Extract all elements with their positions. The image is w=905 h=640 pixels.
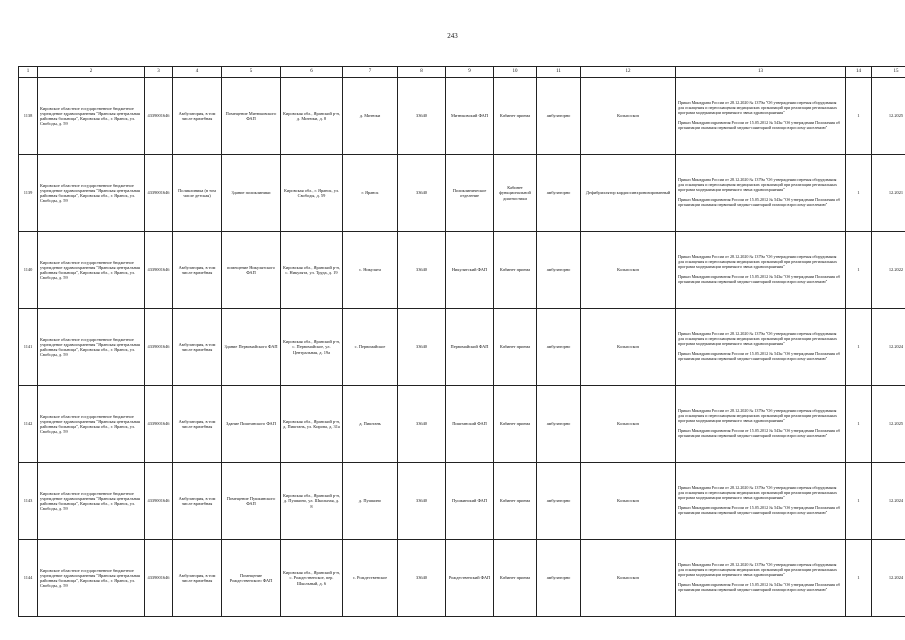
row-number-cell: 1140 — [19, 232, 38, 309]
organization-cell: Кировское областное государственное бюджетное учреждение здравоохранения "Яранская центральная районная больница", Кировская обл., г. Яранск, ул. Свободы, д. 59 — [38, 78, 145, 155]
unit-cell: Никулятский ФАП — [446, 232, 494, 309]
column-header: 15 — [872, 67, 905, 78]
okato-cell: 33640 — [398, 540, 446, 617]
equipment-cell: Дефибриллятор кардиосинхронизированный — [581, 155, 676, 232]
date-cell: 12.2022 — [872, 232, 905, 309]
table-row — [19, 232, 905, 309]
legal-basis-cell — [676, 309, 846, 386]
column-header: 5 — [222, 67, 281, 78]
facility-type-cell: Амбулатория, в том числе врачебная — [173, 386, 222, 463]
okato-cell: 33640 — [398, 463, 446, 540]
legal-basis-order-1: Приказ Минздрава России от 28.12.2020 № 1379н "Об утверждении перечня оборудования для оснащения и переоснащения медицинских организаций при реализации региональных программ модернизации первичного звена здравоохранения" — [678, 485, 838, 501]
unit-cell: Рождественский ФАП — [446, 540, 494, 617]
organization-cell: Кировское областное государственное бюджетное учреждение здравоохранения "Яранская центральная районная больница", Кировская обл., г. Яранск, ул. Свободы, д. 59 — [38, 232, 145, 309]
table-row — [19, 309, 905, 386]
legal-basis-order-1: Приказ Минздрава России от 28.12.2020 № 1379н "Об утверждении перечня оборудования для оснащения и переоснащения медицинских организаций при реализации региональных программ модернизации первичного звена здравоохранения" — [678, 254, 838, 270]
equipment-cell: Кольпоскоп — [581, 540, 676, 617]
legal-basis-order-2: Приказ Минздравсоцразвития России от 15.05.2012 № 543н "Об утверждении Положения об организации оказания первичной медико-санитарной помощи взрослому населению" — [678, 119, 841, 130]
legal-basis-order-2: Приказ Минздравсоцразвития России от 15.05.2012 № 543н "Об утверждении Положения об организации оказания первичной медико-санитарной помощи взрослому населению" — [678, 350, 841, 361]
table-row — [19, 155, 905, 232]
date-cell: 12.2024 — [872, 540, 905, 617]
facility-type-cell: Поликлиника (в том числе детская) — [173, 155, 222, 232]
quantity-cell: 1 — [846, 540, 872, 617]
inn-cell: 4339001646 — [145, 463, 173, 540]
quantity-cell: 1 — [846, 78, 872, 155]
room-cell: Кабинет приема — [494, 78, 537, 155]
table-row — [19, 386, 905, 463]
room-cell: Кабинет функциональной диагностики — [494, 155, 537, 232]
organization-cell: Кировское областное государственное бюджетное учреждение здравоохранения "Яранская центральная районная больница", Кировская обл., г. Яранск, ул. Свободы, д. 59 — [38, 155, 145, 232]
unit-cell: Первомайский ФАП — [446, 309, 494, 386]
date-cell: 12.2024 — [872, 309, 905, 386]
locality-cell: с. Рождественское — [343, 540, 398, 617]
quantity-cell: 1 — [846, 463, 872, 540]
legal-basis-cell — [676, 232, 846, 309]
locality-cell: с. Никулята — [343, 232, 398, 309]
equipment-table — [18, 66, 905, 617]
facility-type-cell: Амбулатория, в том числе врачебная — [173, 78, 222, 155]
column-header: 13 — [676, 67, 846, 78]
building-cell: Здание Первомайского ФАП — [222, 309, 281, 386]
inn-cell: 4339001646 — [145, 540, 173, 617]
unit-cell: Пушкинский ФАП — [446, 463, 494, 540]
row-number-cell: 1143 — [19, 463, 38, 540]
care-form-cell: амбулаторно — [537, 78, 581, 155]
row-number-cell: 1138 — [19, 78, 38, 155]
building-cell: помещение Никулятского ФАП — [222, 232, 281, 309]
facility-type-cell: Амбулатория, в том числе врачебная — [173, 540, 222, 617]
equipment-cell: Кольпоскоп — [581, 309, 676, 386]
legal-basis-order-1: Приказ Минздрава России от 28.12.2020 № 1379н "Об утверждении перечня оборудования для оснащения и переоснащения медицинских организаций при реализации региональных программ модернизации первичного звена здравоохранения" — [678, 331, 838, 347]
date-cell: 12.2021 — [872, 155, 905, 232]
okato-cell: 33640 — [398, 155, 446, 232]
organization-cell: Кировское областное государственное бюджетное учреждение здравоохранения "Яранская центральная районная больница", Кировская обл., г. Яранск, ул. Свободы, д. 59 — [38, 386, 145, 463]
equipment-cell: Кольпоскоп — [581, 78, 676, 155]
room-cell: Кабинет приема — [494, 309, 537, 386]
legal-basis-order-2: Приказ Минздравсоцразвития России от 15.05.2012 № 543н "Об утверждении Положения об организации оказания первичной медико-санитарной помощи взрослому населению" — [678, 504, 841, 515]
date-cell: 12.2024 — [872, 463, 905, 540]
locality-cell: г. Яранск — [343, 155, 398, 232]
care-form-cell: амбулаторно — [537, 386, 581, 463]
quantity-cell: 1 — [846, 232, 872, 309]
inn-cell: 4339001646 — [145, 309, 173, 386]
column-header: 7 — [343, 67, 398, 78]
legal-basis-cell — [676, 155, 846, 232]
quantity-cell: 1 — [846, 155, 872, 232]
column-header: 6 — [281, 67, 343, 78]
organization-cell: Кировское областное государственное бюджетное учреждение здравоохранения "Яранская центральная районная больница", Кировская обл., г. Яранск, ул. Свободы, д. 59 — [38, 309, 145, 386]
unit-cell: Митюковский ФАП — [446, 78, 494, 155]
header-row — [19, 67, 905, 78]
row-number-cell: 1142 — [19, 386, 38, 463]
column-header: 14 — [846, 67, 872, 78]
row-number-cell: 1144 — [19, 540, 38, 617]
column-header: 11 — [537, 67, 581, 78]
address-cell: Кировская обл., Яранский р-н, д. Пушкино, ул. Школьная, д. 8 — [281, 463, 343, 540]
building-cell: Помещение Рождественского ФАП — [222, 540, 281, 617]
unit-cell: Пиштанский ФАП — [446, 386, 494, 463]
column-header: 10 — [494, 67, 537, 78]
facility-type-cell: Амбулатория, в том числе врачебная — [173, 309, 222, 386]
legal-basis-order-2: Приказ Минздравсоцразвития России от 15.05.2012 № 543н "Об утверждении Положения об организации оказания первичной медико-санитарной помощи взрослому населению" — [678, 581, 841, 592]
column-header: 2 — [38, 67, 145, 78]
legal-basis-cell — [676, 78, 846, 155]
building-cell: Помещение Митюковского ФАП — [222, 78, 281, 155]
legal-basis-order-1: Приказ Минздрава России от 28.12.2020 № 1379н "Об утверждении перечня оборудования для оснащения и переоснащения медицинских организаций при реализации региональных программ модернизации первичного звена здравоохранения" — [678, 100, 838, 116]
room-cell: Кабинет приема — [494, 463, 537, 540]
column-header: 8 — [398, 67, 446, 78]
table-row — [19, 463, 905, 540]
legal-basis-order-2: Приказ Минздравсоцразвития России от 15.05.2012 № 543н "Об утверждении Положения об организации оказания первичной медико-санитарной помощи взрослому населению" — [678, 273, 841, 284]
care-form-cell: амбулаторно — [537, 155, 581, 232]
locality-cell: д. Митюки — [343, 78, 398, 155]
facility-type-cell: Амбулатория, в том числе врачебная — [173, 232, 222, 309]
building-cell: Помещение Пушкинского ФАП — [222, 463, 281, 540]
legal-basis-cell — [676, 540, 846, 617]
column-header: 3 — [145, 67, 173, 78]
unit-cell: Поликлиническое отделение — [446, 155, 494, 232]
address-cell: Кировская обл., Яранский р-н, с. Рождественское, пер. Школьный, д. 6 — [281, 540, 343, 617]
okato-cell: 33640 — [398, 386, 446, 463]
locality-cell: д. Пушкино — [343, 463, 398, 540]
address-cell: Кировская обл., Яранский р-н, с. Никулята, ул. Труда, д. 19 — [281, 232, 343, 309]
legal-basis-cell — [676, 463, 846, 540]
quantity-cell: 1 — [846, 309, 872, 386]
inn-cell: 4339001646 — [145, 78, 173, 155]
building-cell: Здание Пиштанского ФАП — [222, 386, 281, 463]
building-cell: Здание поликлиники — [222, 155, 281, 232]
care-form-cell: амбулаторно — [537, 463, 581, 540]
equipment-cell: Кольпоскоп — [581, 386, 676, 463]
row-number-cell: 1139 — [19, 155, 38, 232]
column-header: 12 — [581, 67, 676, 78]
inn-cell: 4339001646 — [145, 155, 173, 232]
facility-type-cell: Амбулатория, в том числе врачебная — [173, 463, 222, 540]
care-form-cell: амбулаторно — [537, 232, 581, 309]
legal-basis-cell — [676, 386, 846, 463]
organization-cell: Кировское областное государственное бюджетное учреждение здравоохранения "Яранская центральная районная больница", Кировская обл., г. Яранск, ул. Свободы, д. 59 — [38, 463, 145, 540]
locality-cell: с. Первомайское — [343, 309, 398, 386]
organization-cell: Кировское областное государственное бюджетное учреждение здравоохранения "Яранская центральная районная больница", Кировская обл., г. Яранск, ул. Свободы, д. 59 — [38, 540, 145, 617]
room-cell: Кабинет приема — [494, 232, 537, 309]
equipment-cell: Кольпоскоп — [581, 232, 676, 309]
legal-basis-order-2: Приказ Минздравсоцразвития России от 15.05.2012 № 543н "Об утверждении Положения об организации оказания первичной медико-санитарной помощи взрослому населению" — [678, 427, 841, 438]
room-cell: Кабинет приема — [494, 540, 537, 617]
legal-basis-order-1: Приказ Минздрава России от 28.12.2020 № 1379н "Об утверждении перечня оборудования для оснащения и переоснащения медицинских организаций при реализации региональных программ модернизации первичного звена здравоохранения" — [678, 562, 838, 578]
column-header: 9 — [446, 67, 494, 78]
address-cell: Кировская обл., г. Яранск, ул. Свободы, д. 59 — [281, 155, 343, 232]
row-number-cell: 1141 — [19, 309, 38, 386]
date-cell: 12.2025 — [872, 386, 905, 463]
inn-cell: 4339001646 — [145, 232, 173, 309]
okato-cell: 33640 — [398, 232, 446, 309]
okato-cell: 33640 — [398, 309, 446, 386]
address-cell: Кировская обл., Яранский р-н, с. Первомайское, ул. Центральная, д. 19а — [281, 309, 343, 386]
okato-cell: 33640 — [398, 78, 446, 155]
page-number: 243 — [447, 32, 458, 40]
inn-cell: 4339001646 — [145, 386, 173, 463]
column-header: 4 — [173, 67, 222, 78]
column-header: 1 — [19, 67, 38, 78]
care-form-cell: амбулаторно — [537, 540, 581, 617]
date-cell: 12.2025 — [872, 78, 905, 155]
care-form-cell: амбулаторно — [537, 309, 581, 386]
address-cell: Кировская обл., Яранский р-н, д. Пиштань, ул. Кирова, д. 31а — [281, 386, 343, 463]
table-row — [19, 78, 905, 155]
quantity-cell: 1 — [846, 386, 872, 463]
legal-basis-order-2: Приказ Минздравсоцразвития России от 15.05.2012 № 543н "Об утверждении Положения об организации оказания первичной медико-санитарной помощи взрослому населению" — [678, 196, 841, 207]
address-cell: Кировская обл., Яранский р-н, д. Митюки, д. 8 — [281, 78, 343, 155]
legal-basis-order-1: Приказ Минздрава России от 28.12.2020 № 1379н "Об утверждении перечня оборудования для оснащения и переоснащения медицинских организаций при реализации региональных программ модернизации первичного звена здравоохранения" — [678, 177, 838, 193]
table-row — [19, 540, 905, 617]
equipment-cell: Кольпоскоп — [581, 463, 676, 540]
locality-cell: д. Пиштань — [343, 386, 398, 463]
room-cell: Кабинет приема — [494, 386, 537, 463]
legal-basis-order-1: Приказ Минздрава России от 28.12.2020 № 1379н "Об утверждении перечня оборудования для оснащения и переоснащения медицинских организаций при реализации региональных программ модернизации первичного звена здравоохранения" — [678, 408, 838, 424]
